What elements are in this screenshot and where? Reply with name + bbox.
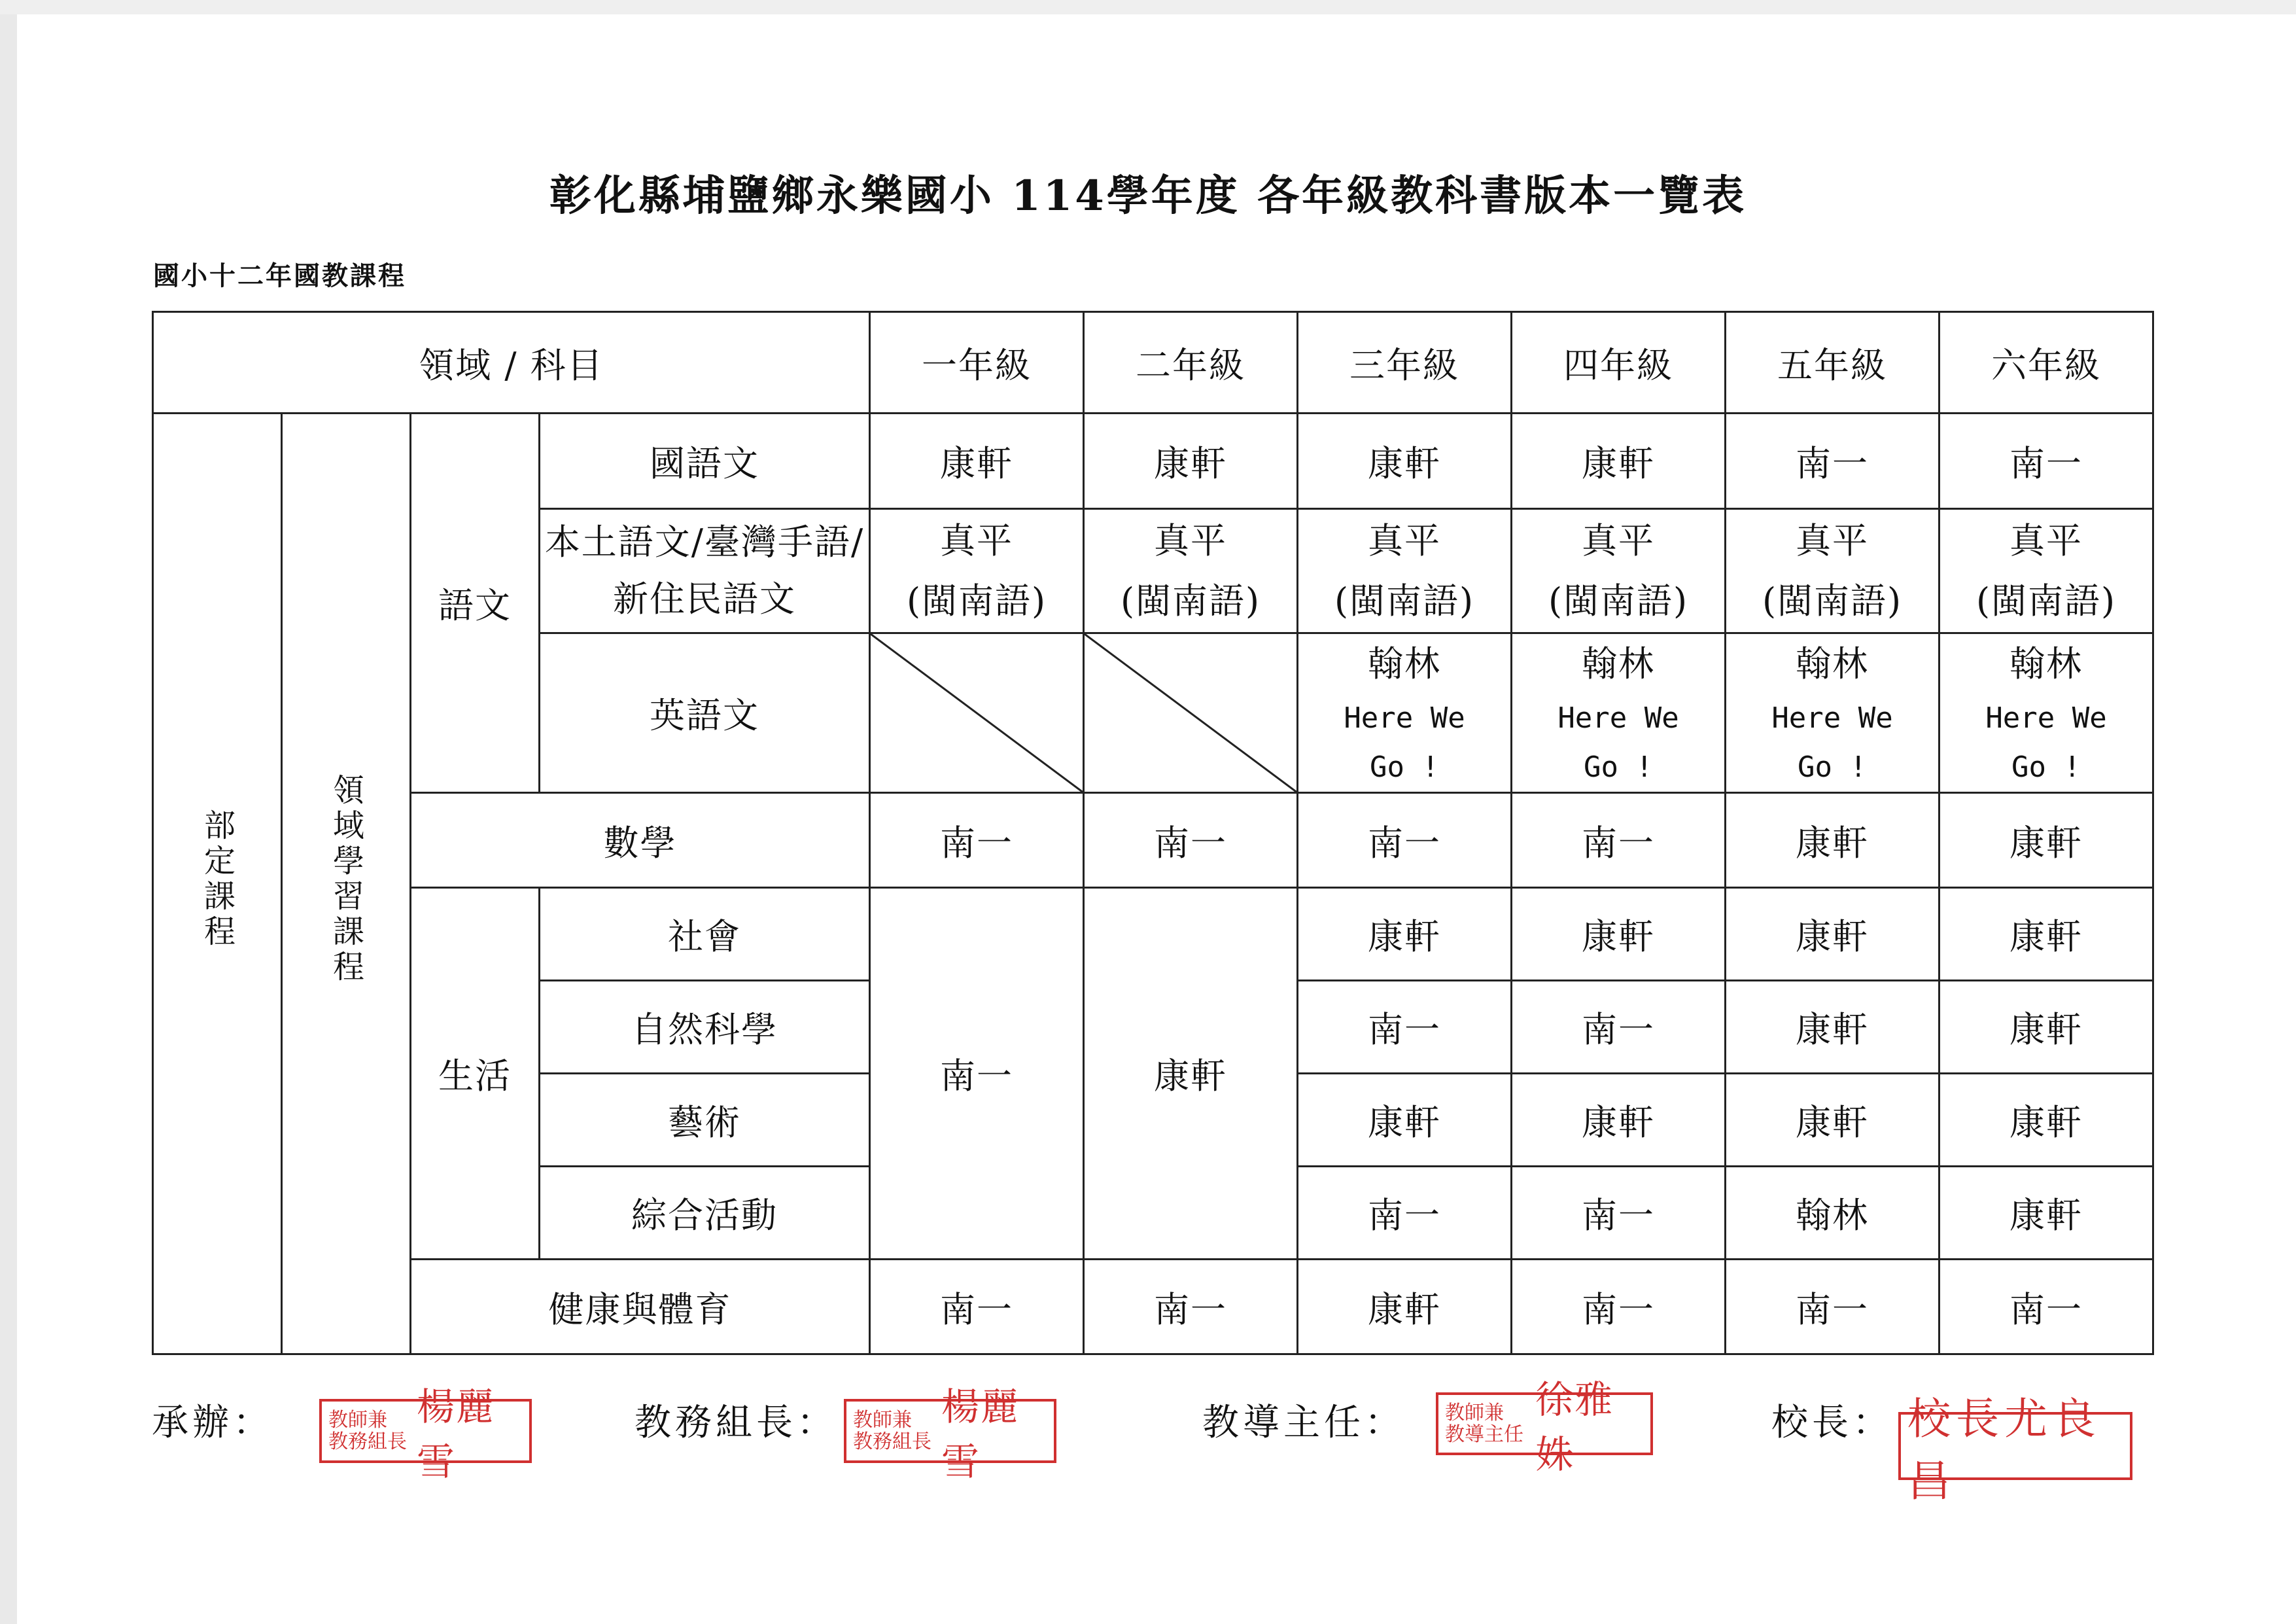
local-grade-2 xyxy=(1084,509,1298,633)
header-grade-3: 三年級 xyxy=(1298,312,1512,414)
variant: (閩南語) xyxy=(1975,580,2117,622)
subject-integrative: 綜合活動 xyxy=(540,1167,870,1260)
chinese-grade-6: 南一 xyxy=(1939,414,2153,509)
publisher: 翰林 xyxy=(2009,643,2083,684)
chinese-grade-1: 康軒 xyxy=(870,414,1084,509)
stamp-role: 教師兼 教務組長 xyxy=(328,1409,407,1453)
math-grade-1: 南一 xyxy=(870,793,1084,888)
subject-health-pe: 健康與體育 xyxy=(411,1260,870,1354)
chinese-grade-5: 南一 xyxy=(1726,414,1939,509)
integrative-grade-3: 南一 xyxy=(1298,1167,1512,1260)
english-grade-5 xyxy=(1726,633,1939,793)
math-grade-2: 南一 xyxy=(1084,793,1298,888)
social-grade-6: 康軒 xyxy=(1939,888,2153,981)
domain-life: 生活 xyxy=(411,888,540,1260)
variant: (閩南語) xyxy=(1762,580,1903,622)
variant: (閩南語) xyxy=(1548,580,1689,622)
local-grade-1 xyxy=(870,509,1084,633)
document-title: 彰化縣埔鹽鄉永樂國小 114學年度 各年級教科書版本一覽表 xyxy=(549,171,1747,221)
subject-arts: 藝術 xyxy=(540,1074,870,1167)
organizer-label: 承辦： xyxy=(152,1402,273,1444)
math-grade-3: 南一 xyxy=(1298,793,1512,888)
publisher: 真平 xyxy=(1796,520,1870,561)
publisher: 真平 xyxy=(1582,520,1656,561)
header-domain-subject: 領域 / 科目 xyxy=(153,312,870,414)
local-grade-5 xyxy=(1726,509,1939,633)
header-row xyxy=(153,312,2153,414)
header-grade-5: 五年級 xyxy=(1726,312,1939,414)
subject-social: 社會 xyxy=(540,888,870,981)
principal-stamp: 校長尤良昌 xyxy=(1898,1412,2132,1480)
header-grade-6: 六年級 xyxy=(1939,312,2153,414)
table-row xyxy=(153,1260,2153,1354)
science-grade-3: 南一 xyxy=(1298,981,1512,1074)
book-line2: Go ! xyxy=(1798,750,1868,784)
book-line1: Here We xyxy=(1771,701,1893,735)
publisher: 真平 xyxy=(1368,520,1442,561)
book-line2: Go ! xyxy=(2011,750,2081,784)
english-grade-6 xyxy=(1939,633,2153,793)
stamp-name: 楊麗雪 xyxy=(941,1385,1020,1484)
scan-edge xyxy=(0,0,17,1624)
english-grade-1-na xyxy=(870,633,1084,793)
math-grade-5: 康軒 xyxy=(1726,793,1939,888)
category-cell xyxy=(153,414,282,1354)
principal-label: 校長： xyxy=(1771,1402,1893,1444)
stamp-name: 徐雅姝 xyxy=(1535,1377,1614,1477)
english-grade-3 xyxy=(1298,633,1512,793)
publisher: 翰林 xyxy=(1796,643,1870,684)
table-row xyxy=(153,414,2153,509)
english-grade-4 xyxy=(1512,633,1726,793)
subject-chinese: 國語文 xyxy=(540,414,870,509)
science-grade-4: 南一 xyxy=(1512,981,1726,1074)
subject-local-language xyxy=(540,509,870,633)
book-line2: Go ! xyxy=(1370,750,1440,784)
header-grade-4: 四年級 xyxy=(1512,312,1726,414)
academic-chief-label: 教務組長： xyxy=(635,1402,837,1444)
stamp-role: 教師兼 教務組長 xyxy=(853,1409,931,1453)
english-grade-2-na xyxy=(1084,633,1298,793)
subject-math: 數學 xyxy=(411,793,870,888)
chinese-grade-2: 康軒 xyxy=(1084,414,1298,509)
social-grade-4: 康軒 xyxy=(1512,888,1726,981)
arts-grade-3: 康軒 xyxy=(1298,1074,1512,1167)
domain-language: 語文 xyxy=(411,414,540,793)
subcategory-label: 領域學習課程 xyxy=(327,773,364,986)
arts-grade-4: 康軒 xyxy=(1512,1074,1726,1167)
pe-grade-5: 南一 xyxy=(1726,1260,1939,1354)
arts-grade-6: 康軒 xyxy=(1939,1074,2153,1167)
document-subtitle: 國小十二年國教課程 xyxy=(153,260,406,291)
publisher: 真平 xyxy=(940,520,1014,561)
subject-local-line2: 新住民語文 xyxy=(613,578,797,620)
stamp-name: 楊麗雪 xyxy=(417,1385,496,1484)
pe-grade-1: 南一 xyxy=(870,1260,1084,1354)
header-grade-2: 二年級 xyxy=(1084,312,1298,414)
subject-science: 自然科學 xyxy=(540,981,870,1074)
director-label: 教導主任： xyxy=(1202,1402,1405,1444)
math-grade-6: 康軒 xyxy=(1939,793,2153,888)
pe-grade-4: 南一 xyxy=(1512,1260,1726,1354)
publisher: 翰林 xyxy=(1582,643,1656,684)
life-grade-2: 康軒 xyxy=(1084,888,1298,1260)
category-label: 部定課程 xyxy=(198,809,235,951)
science-grade-6: 康軒 xyxy=(1939,981,2153,1074)
integrative-grade-4: 南一 xyxy=(1512,1167,1726,1260)
book-line1: Here We xyxy=(1557,701,1679,735)
pe-grade-6: 南一 xyxy=(1939,1260,2153,1354)
scan-edge-top xyxy=(0,0,2296,14)
publisher: 真平 xyxy=(1154,520,1228,561)
subject-english: 英語文 xyxy=(540,633,870,793)
chinese-grade-3: 康軒 xyxy=(1298,414,1512,509)
diagonal-line xyxy=(871,634,1083,792)
chinese-grade-4: 康軒 xyxy=(1512,414,1726,509)
textbook-table xyxy=(152,311,2154,1355)
subcategory-cell xyxy=(282,414,411,1354)
subject-local-line1: 本土語文/臺灣手語/ xyxy=(544,521,865,563)
social-grade-3: 康軒 xyxy=(1298,888,1512,981)
social-grade-5: 康軒 xyxy=(1726,888,1939,981)
life-grade-1: 南一 xyxy=(870,888,1084,1260)
variant: (閩南語) xyxy=(1334,580,1475,622)
integrative-grade-5: 翰林 xyxy=(1726,1167,1939,1260)
arts-grade-5: 康軒 xyxy=(1726,1074,1939,1167)
table-row xyxy=(153,793,2153,888)
book-line2: Go ! xyxy=(1584,750,1654,784)
stamp-role: 教師兼 教導主任 xyxy=(1445,1402,1523,1446)
variant: (閩南語) xyxy=(906,580,1047,622)
book-line1: Here We xyxy=(1985,701,2107,735)
publisher: 真平 xyxy=(2009,520,2083,561)
pe-grade-3: 康軒 xyxy=(1298,1260,1512,1354)
academic-chief-stamp xyxy=(844,1385,1056,1484)
diagonal-line xyxy=(1085,634,1296,792)
director-stamp xyxy=(1436,1377,1653,1477)
book-line1: Here We xyxy=(1344,701,1465,735)
integrative-grade-6: 康軒 xyxy=(1939,1167,2153,1260)
table-row xyxy=(153,888,2153,981)
header-grade-1: 一年級 xyxy=(870,312,1084,414)
science-grade-5: 康軒 xyxy=(1726,981,1939,1074)
pe-grade-2: 南一 xyxy=(1084,1260,1298,1354)
publisher: 翰林 xyxy=(1368,643,1442,684)
local-grade-4 xyxy=(1512,509,1726,633)
math-grade-4: 南一 xyxy=(1512,793,1726,888)
variant: (閩南語) xyxy=(1120,580,1261,622)
local-grade-3 xyxy=(1298,509,1512,633)
local-grade-6 xyxy=(1939,509,2153,633)
organizer-stamp xyxy=(319,1385,532,1484)
